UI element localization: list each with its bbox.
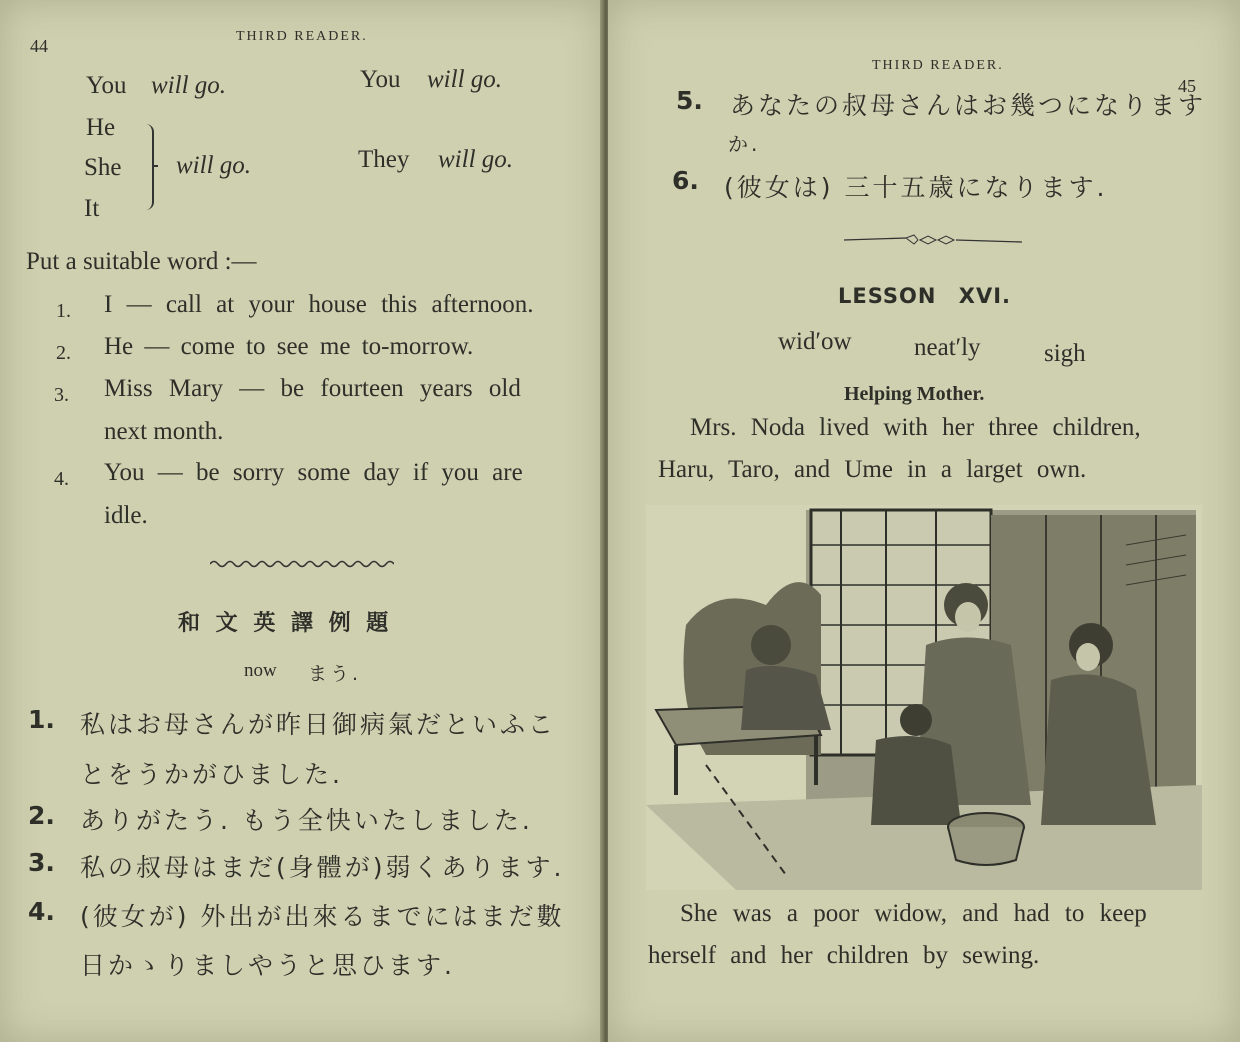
conj-subject: They: [358, 146, 410, 173]
translation-number: 5.: [676, 86, 703, 115]
story-title: Helping Mother.: [844, 383, 985, 405]
translation-number: 1.: [28, 705, 55, 734]
section-title: 和 文 英 譯 例 題: [178, 611, 393, 636]
exercise-number: 4.: [54, 468, 69, 490]
exercise-text: He — come to see me to-morrow.: [104, 333, 474, 360]
running-head: THIRD READER.: [236, 29, 368, 44]
paragraph-line: She was a poor widow, and had to keep: [680, 900, 1147, 927]
conj-verb: will go.: [427, 66, 503, 93]
translation-number: 3.: [28, 848, 55, 877]
conj-subject: It: [84, 195, 100, 222]
exercise-number: 3.: [54, 384, 69, 406]
translation-number: 2.: [28, 801, 55, 830]
instruction: Put a suitable word :—: [26, 248, 257, 275]
paragraph-line: herself and her children by sewing.: [648, 942, 1040, 969]
translation-text: ありがたう. もう全快いたしました.: [80, 806, 533, 835]
exercise-text: next month.: [104, 418, 224, 445]
wavy-divider: [210, 557, 394, 571]
conj-verb: will go.: [176, 152, 252, 179]
brace-tip: [152, 165, 158, 167]
exercise-number: 2.: [56, 342, 71, 364]
conj-verb: will go.: [151, 72, 227, 99]
lesson-title: LESSON XVI.: [838, 284, 1012, 308]
vocab-word: sigh: [1044, 340, 1086, 367]
conj-subject: You: [86, 72, 127, 99]
translation-text: 私はお母さんが昨日御病氣だといふこ: [80, 710, 557, 739]
translation-text: (彼女は) 三十五歳になります.: [724, 173, 1108, 202]
translation-text: あなたの叔母さんはお幾つになります: [730, 91, 1207, 120]
vocab-word: now: [244, 660, 277, 681]
conj-subject: You: [360, 66, 401, 93]
vocab-word: wid′ow: [778, 328, 852, 355]
left-page: [0, 0, 604, 1042]
conj-subject: She: [84, 154, 122, 181]
illustration-engraving: [646, 505, 1202, 890]
vocab-word: neat′ly: [914, 334, 981, 361]
running-head: THIRD READER.: [872, 58, 1004, 73]
page-number: 45: [1178, 76, 1196, 96]
translation-text: とをうかがひました.: [80, 760, 343, 789]
illustration-family-sewing: [646, 505, 1202, 890]
page-number: 44: [30, 36, 48, 56]
paragraph-line: Haru, Taro, and Ume in a larget own.: [658, 456, 1087, 483]
translation-text: 私の叔母はまだ(身體が)弱くあります.: [80, 853, 565, 882]
exercise-text: idle.: [104, 502, 148, 529]
ornament-divider: [844, 233, 1024, 247]
translation-number: 4.: [28, 897, 55, 926]
exercise-text: Miss Mary — be fourteen years old: [104, 375, 521, 402]
translation-text: 日かゝりましやうと思ひます.: [80, 951, 455, 980]
brace: [143, 124, 154, 210]
exercise-text: I — call at your house this afternoon.: [104, 291, 534, 318]
vocab-reading: まう.: [308, 663, 362, 685]
paragraph-line: Mrs. Noda lived with her three children,: [690, 414, 1141, 441]
conj-verb: will go.: [438, 146, 514, 173]
exercise-text: You — be sorry some day if you are: [104, 459, 523, 486]
translation-text: か.: [728, 132, 761, 156]
translation-number: 6.: [672, 166, 699, 195]
conj-subject: He: [86, 114, 116, 141]
translation-text: (彼女が) 外出が出來るまでにはまだ數: [80, 902, 565, 931]
exercise-number: 1.: [56, 300, 71, 322]
